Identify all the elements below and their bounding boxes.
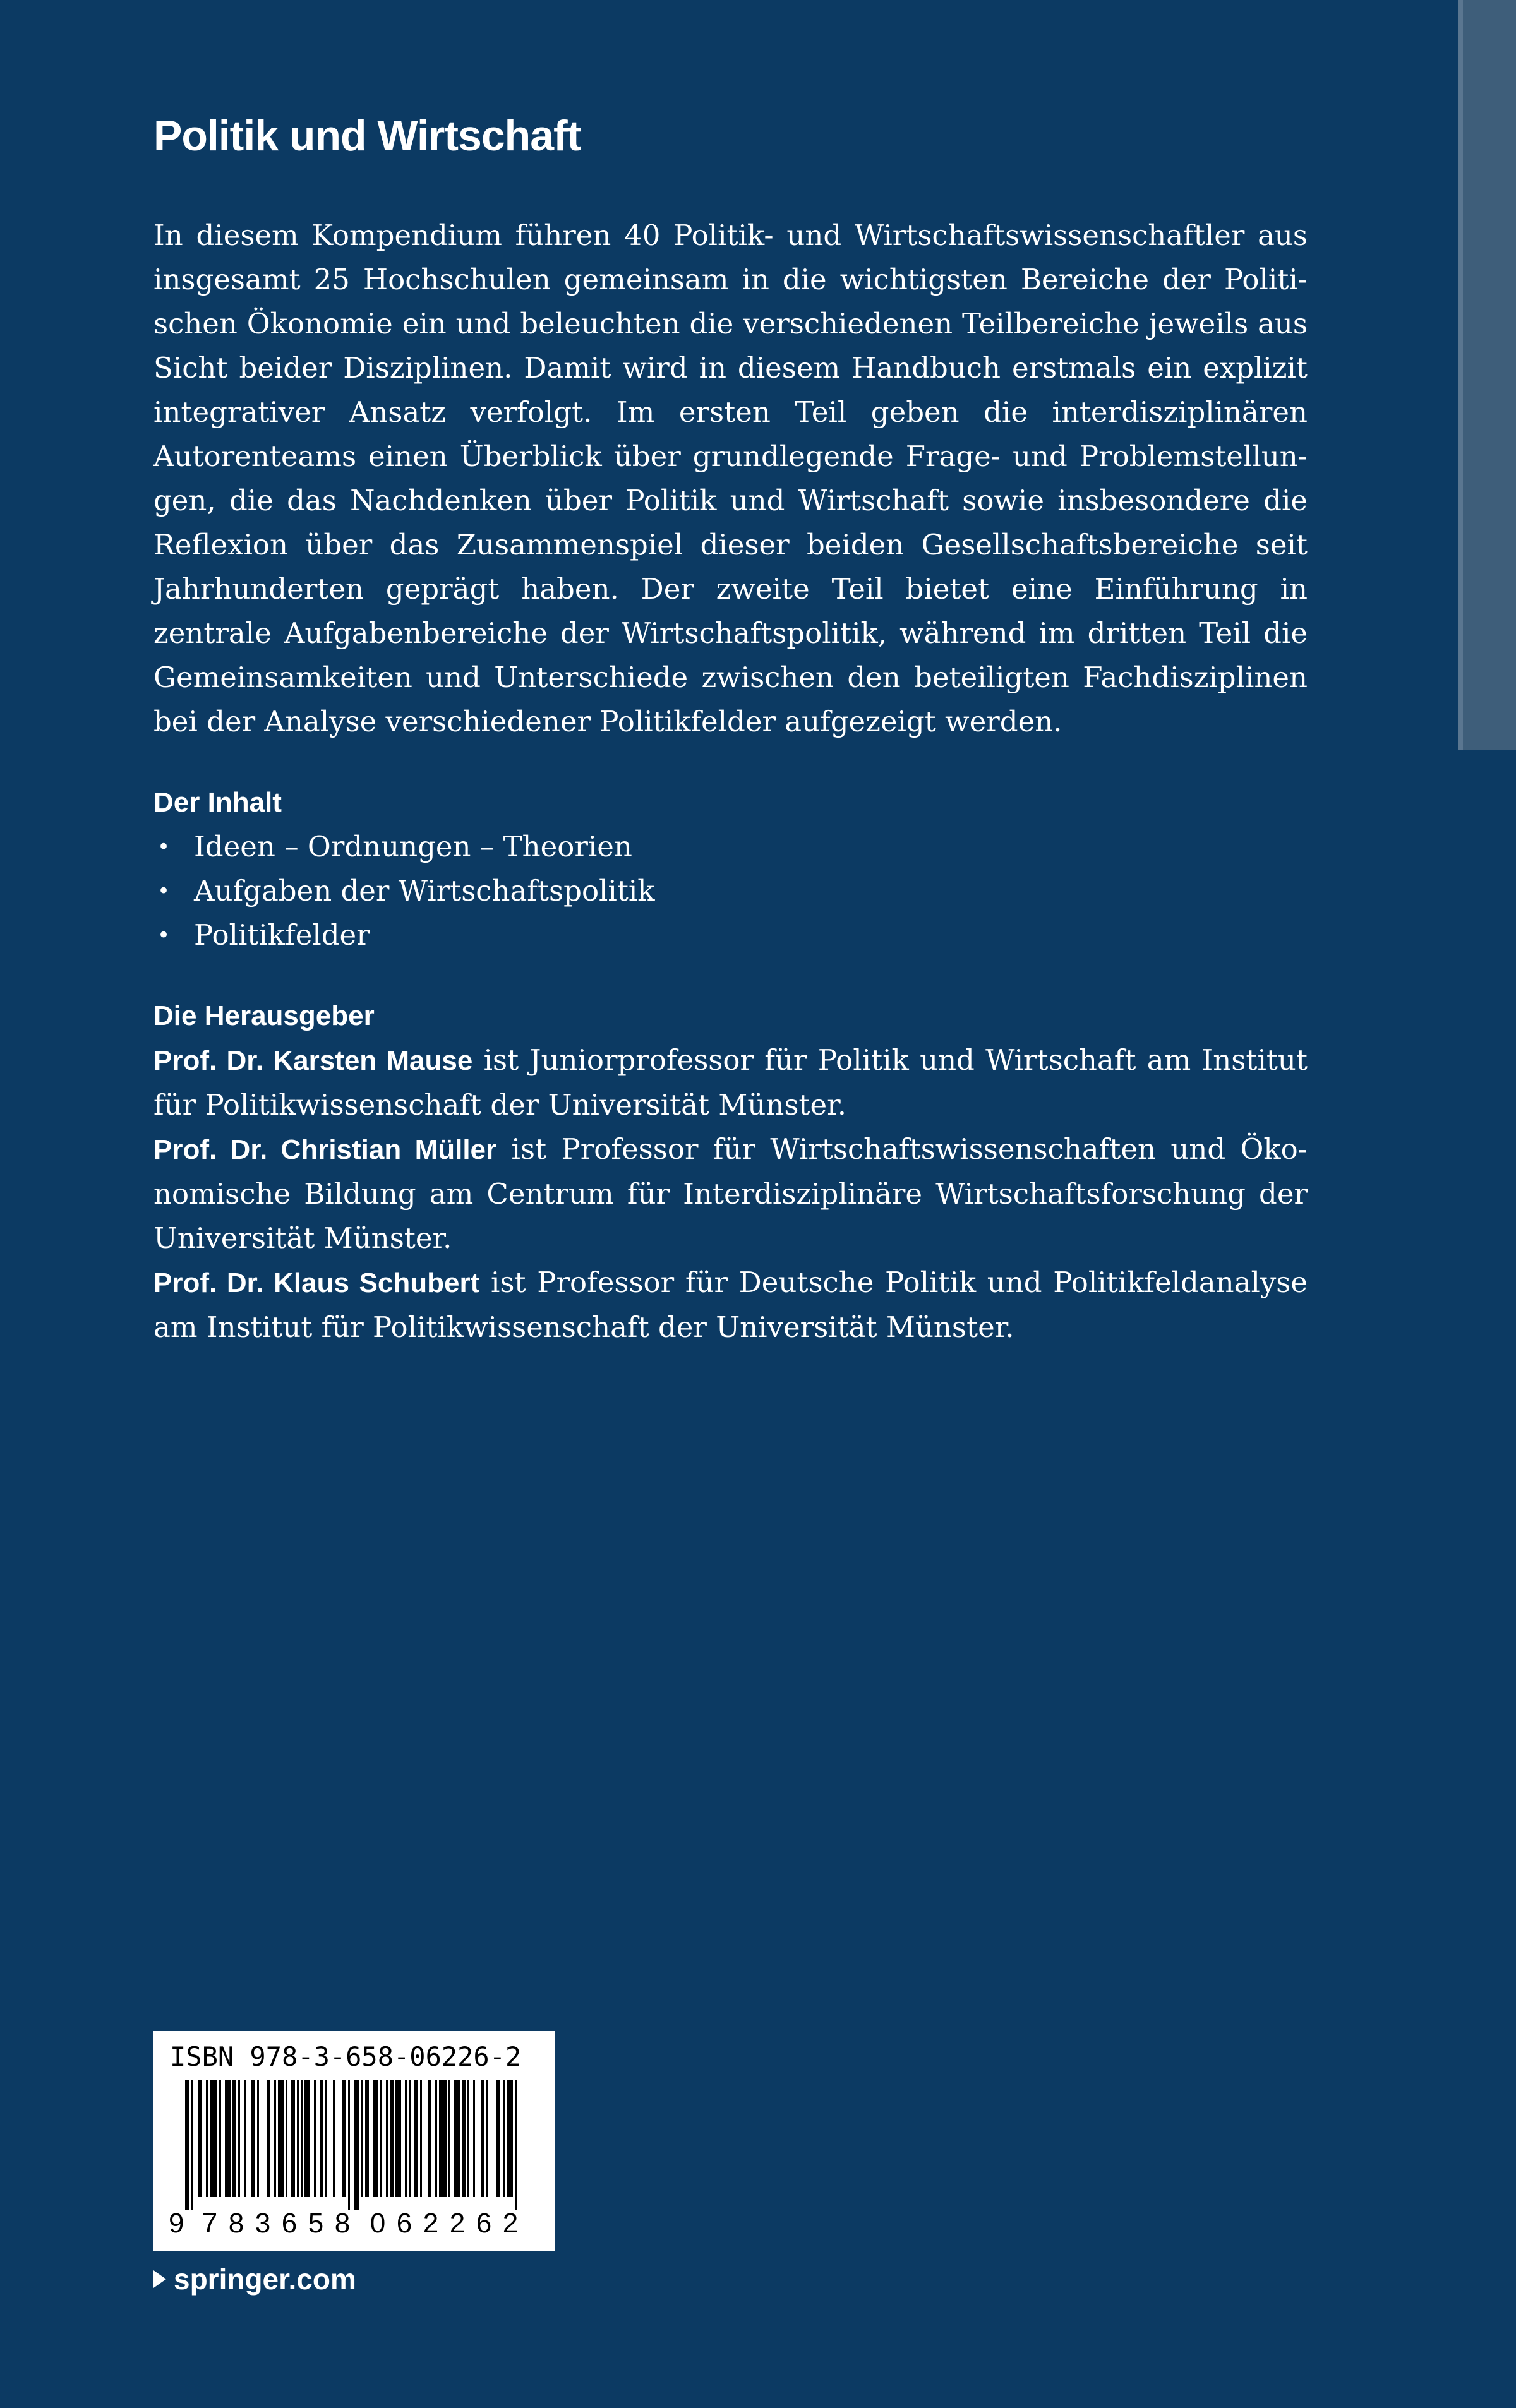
editor-entry [153,1127,1308,1261]
barcode-bar [435,2080,437,2197]
barcode-bar [314,2080,316,2197]
barcode-bar [251,2080,255,2197]
barcode-bar [257,2080,259,2197]
barcode-bar [454,2080,460,2197]
barcode-bar [467,2080,469,2197]
barcode-digit: 6 [476,2208,492,2239]
contents-list [153,825,1308,957]
barcode-bar [365,2080,369,2197]
barcode-bar [448,2080,450,2197]
barcode-bar [198,2080,202,2197]
barcode-bar [210,2080,217,2197]
barcode-bar [503,2080,505,2197]
publisher-url: springer.com [174,2263,356,2296]
barcode-bar [219,2080,221,2197]
editor-name: Prof. Dr. Klaus Schubert [153,1267,480,1298]
isbn-barcode [153,2031,555,2251]
barcode-bar [301,2080,303,2197]
bullet-icon: • [157,834,171,860]
editor-entry [153,1038,1308,1127]
barcode-bar [395,2080,401,2197]
barcode-digit: 0 [370,2208,386,2239]
barcode-digit: 2 [502,2208,519,2239]
play-triangle-icon [153,2270,166,2288]
list-item: • Politikfelder [153,913,1308,957]
editor-bio: ist Juniorprofessor für Politik und Wirtschaft am Institut für Politikwissenschaft der Universität Münster. [153,1043,1308,1122]
barcode-bar [473,2080,475,2197]
barcode-digit: 2 [449,2208,466,2239]
barcode-digit: 6 [281,2208,298,2239]
editor-entry [153,1261,1308,1350]
book-title: Politik und Wirtschaft [153,112,581,160]
barcode-bar [420,2080,422,2197]
barcode-digits [169,2208,524,2239]
barcode-digit: 2 [423,2208,439,2239]
barcode-bar [304,2080,310,2197]
list-item: • Aufgaben der Wirtschaftspolitik [153,869,1308,913]
barcode-bar [515,2080,517,2210]
barcode-bar [191,2080,193,2210]
barcode-bar [409,2080,411,2197]
barcode-bar [320,2080,323,2197]
barcode-bar [414,2080,418,2197]
barcode-bar [238,2080,240,2197]
barcode-bar [278,2080,284,2197]
bullet-icon: • [157,878,171,904]
bullet-icon: • [157,923,171,948]
barcode-bar [428,2080,431,2197]
editor-name: Prof. Dr. Christian Müller [153,1134,497,1165]
barcode-bar [486,2080,488,2197]
barcode-bar [206,2080,208,2197]
barcode-bar [232,2080,236,2197]
back-cover-content [153,107,1308,1350]
barcode-bar [185,2080,189,2210]
barcode-bar [297,2080,299,2197]
barcode-digit: 9 [169,2208,184,2239]
contents-heading: Der Inhalt [153,787,282,818]
publisher-link[interactable] [153,2262,356,2296]
barcode-bar [333,2080,335,2197]
barcode-bar [373,2080,378,2197]
editor-bio: ist Professor für Wirtschaftswissenschaften und Ökonomische Bildung am Centrum für Interdisziplinäre Wirtschaftsforschung der Universität Münster. [153,1132,1308,1255]
barcode-digit: 8 [228,2208,244,2239]
isbn-label: ISBN 978-3-658-06226-2 [170,2041,522,2072]
barcode-bar [481,2080,484,2197]
barcode-bar [439,2080,447,2197]
barcode-bar [286,2080,287,2197]
barcode-bar [405,2080,407,2197]
barcode-digit: 5 [308,2208,324,2239]
barcode-bar [267,2080,270,2197]
barcode-bar [274,2080,276,2197]
barcode-bar [325,2080,327,2197]
list-item: • Ideen – Ordnungen – Theorien [153,825,1308,869]
barcode-bar [462,2080,466,2197]
barcode-bar [380,2080,382,2197]
barcode-bar [342,2080,346,2197]
barcode-bar [496,2080,500,2197]
intro-paragraph: In diesem Kompendium führen 40 Politik- und Wirtschaftswissenschaftler aus insgesamt 25 Hochschulen gemeinsam in die wichtigsten Bereiche der Politischen Ökonomie ein und beleuchten die verschiedenen Teilbereiche jeweils aus Sicht beider Disziplinen. Damit wird in diesem Handbuch erstmals ein explizit integrativer Ansatz verfolgt. Im ersten Teil geben die interdisziplinären Autorenteams einen Überblick über grundlegende Frage- und Problemstellungen, die das Nachdenken über Politik und Wirtschaft sowie insbesondere die Reflexion über das Zusammenspiel dieser beiden Gesellschaftsbereiche seit Jahrhunderten geprägt haben. Der zweite Teil bietet eine Einführung in zentrale Aufgabenbereiche der Wirtschaftspolitik, während im dritten Teil die Gemeinsamkeiten und Unterschiede zwischen den beteiligten Fachdisziplinen bei der Analyse verschiedener Politikfelder aufgezeigt werden. [153,219,1308,738]
barcode-digit: 8 [334,2208,351,2239]
barcode-digit: 7 [202,2208,218,2239]
barcode-bar [348,2080,350,2210]
barcode-bar [244,2080,246,2197]
barcode-digit: 3 [255,2208,271,2239]
barcode-bar [354,2080,359,2210]
barcode-bar [386,2080,388,2197]
barcode-bar [225,2080,231,2197]
editor-name: Prof. Dr. Karsten Mause [153,1045,473,1076]
barcode-bars [185,2080,526,2210]
barcode-bar [291,2080,295,2197]
barcode-bar [361,2080,363,2197]
barcode-bar [390,2080,394,2197]
barcode-digit: 6 [396,2208,412,2239]
editor-bio: ist Professor für Deutsche Politik und Politikfeldanalyse am Institut für Politikwissenschaft der Universität Münster. [153,1266,1308,1344]
editors-heading: Die Herausgeber [153,1000,375,1031]
barcode-bar [507,2080,513,2197]
spine-edge [1458,0,1463,750]
spine-strip [1458,0,1516,750]
